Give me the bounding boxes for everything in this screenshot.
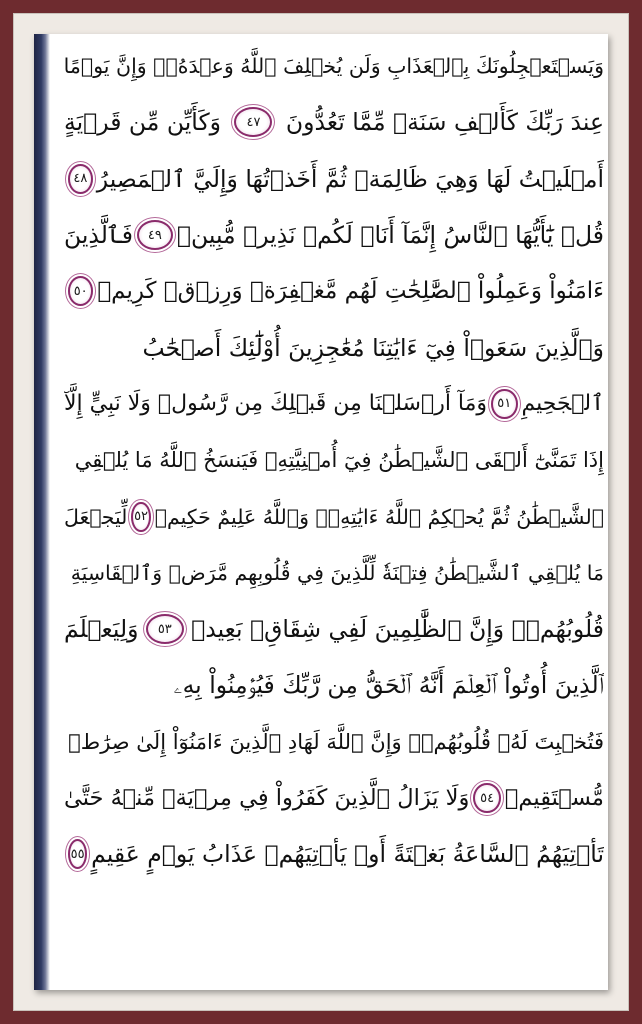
text-line bbox=[64, 207, 604, 263]
verse-text: وَمَآ أَرۡسَلۡنَا مِن قَبۡلِكَ مِن رَّسُولٖ وَلَا نَبِيٍّ إِلَّآ bbox=[64, 391, 488, 417]
page-binding-edge bbox=[34, 34, 50, 990]
text-line bbox=[64, 263, 604, 319]
ayah-number-marker: ٤٧ bbox=[234, 107, 272, 137]
verse-text: وَكَأَيِّن مِّن قَرۡيَةٍ bbox=[64, 108, 221, 137]
verse-text: قُلُوبُهُمۡۗ وَإِنَّ ٱلظَّٰلِمِينَ لَفِي شِقَاقِۭ بَعِيدٖ bbox=[191, 615, 604, 644]
verse-text: إِذَا تَمَنَّىٰٓ أَلۡقَى ٱلشَّيۡطَٰنُ فِيٓ أُمۡنِيَّتِهِۦ فَيَنسَخُ ٱللَّهُ مَا يُلۡقِي bbox=[74, 448, 604, 473]
verse-text: فَٱلَّذِينَ bbox=[64, 221, 133, 250]
text-line bbox=[64, 488, 604, 544]
text-line bbox=[64, 94, 604, 150]
verse-text: ٱلشَّيۡطَٰنُ ثُمَّ يُحۡكِمُ ٱللَّهُ ءَايَٰتِهِۦۗ وَٱللَّهُ عَلِيمٌ حَكِيمٞ bbox=[154, 504, 604, 529]
verse-text: وَٱلَّذِينَ سَعَوۡاْ فِيٓ ءَايَٰتِنَا مُعَٰجِزِينَ أُوْلَٰٓئِكَ أَصۡحَٰبُ bbox=[142, 333, 604, 362]
ayah-number-marker: ٤٨ bbox=[68, 164, 93, 194]
text-line bbox=[64, 826, 604, 882]
ayah-number-marker: ٥٠ bbox=[68, 276, 93, 306]
verse-text: مَا يُلۡقِي ٱلشَّيۡطَٰنُ فِتۡنَةٗ لِّلَّذِينَ فِي قُلُوبِهِم مَّرَضٞ وَٱلۡقَاسِيَةِ bbox=[70, 560, 604, 585]
verse-text: ٱلۡجَحِيمِ bbox=[521, 391, 604, 417]
verse-text: مُّسۡتَقِيمٖ bbox=[504, 785, 604, 811]
verse-text: وَيَسۡتَعۡجِلُونَكَ بِٱلۡعَذَابِ وَلَن يُخۡلِفَ ٱللَّهُ وَعۡدَهُۥۚ وَإِنَّ يَوۡمًا bbox=[64, 54, 604, 79]
verse-text: وَلَا يَزَالُ ٱلَّذِينَ كَفَرُواْ فِي مِرۡيَةٖ مِّنۡهُ حَتَّىٰ bbox=[64, 785, 470, 811]
verse-text: تَأۡتِيَهُمُ ٱلسَّاعَةُ بَغۡتَةً أَوۡ يَأۡتِيَهُمۡ عَذَابُ يَوۡمٍ عَقِيمٍ bbox=[91, 840, 604, 869]
ayah-number-marker: ٥٤ bbox=[473, 783, 501, 813]
ayah-number-marker: ٥٣ bbox=[146, 614, 184, 644]
text-line bbox=[64, 545, 604, 601]
text-line bbox=[64, 376, 604, 432]
verse-text: قُلۡ يَٰٓأَيُّهَا ٱلنَّاسُ إِنَّمَآ أَنَا۠ لَكُمۡ نَذِيرٞ مُّبِينٞ bbox=[176, 221, 604, 250]
text-line bbox=[64, 38, 604, 94]
text-line bbox=[64, 319, 604, 375]
verse-text: أَمۡلَيۡتُ لَهَا وَهِيَ ظَالِمَةٞ ثُمَّ أَخَذۡتُهَا وَإِلَيَّ ٱلۡمَصِيرُ bbox=[96, 164, 604, 193]
page-text-area bbox=[64, 38, 604, 978]
verse-text: فَتُخۡبِتَ لَهُۥ قُلُوبُهُمۡۗ وَإِنَّ ٱللَّهَ لَهَادِ ٱلَّذِينَ ءَامَنُوٓاْ إِلَىٰ صِرَٰطٖ bbox=[68, 729, 604, 754]
text-line bbox=[64, 432, 604, 488]
text-line bbox=[64, 770, 604, 826]
verse-text: لِّيَجۡعَلَ bbox=[64, 504, 128, 529]
mushaf-page bbox=[34, 34, 608, 990]
text-line bbox=[64, 714, 604, 770]
ayah-number-marker: ٥٥ bbox=[68, 839, 87, 869]
verse-text: وَلِيَعۡلَمَ bbox=[64, 615, 139, 644]
text-line bbox=[64, 601, 604, 657]
ayah-number-marker: ٥٢ bbox=[131, 502, 150, 532]
verse-text: ءَامَنُواْ وَعَمِلُواْ ٱلصَّٰلِحَٰتِ لَهُم مَّغۡفِرَةٞ وَرِزۡقٞ كَرِيمٞ bbox=[97, 278, 604, 305]
verse-text: عِندَ رَبِّكَ كَأَلۡفِ سَنَةٖ مِّمَّا تَعُدُّونَ bbox=[285, 108, 604, 137]
verse-text: ٱلَّذِينَ أُوتُواْ ٱلۡعِلۡمَ أَنَّهُ ٱلۡحَقُّ مِن رَّبِّكَ فَيُؤۡمِنُواْ بِهِۦ bbox=[173, 671, 604, 700]
ayah-number-marker: ٤٩ bbox=[137, 220, 173, 250]
text-line bbox=[64, 151, 604, 207]
ayah-number-marker: ٥١ bbox=[491, 389, 517, 419]
text-line bbox=[64, 657, 604, 713]
